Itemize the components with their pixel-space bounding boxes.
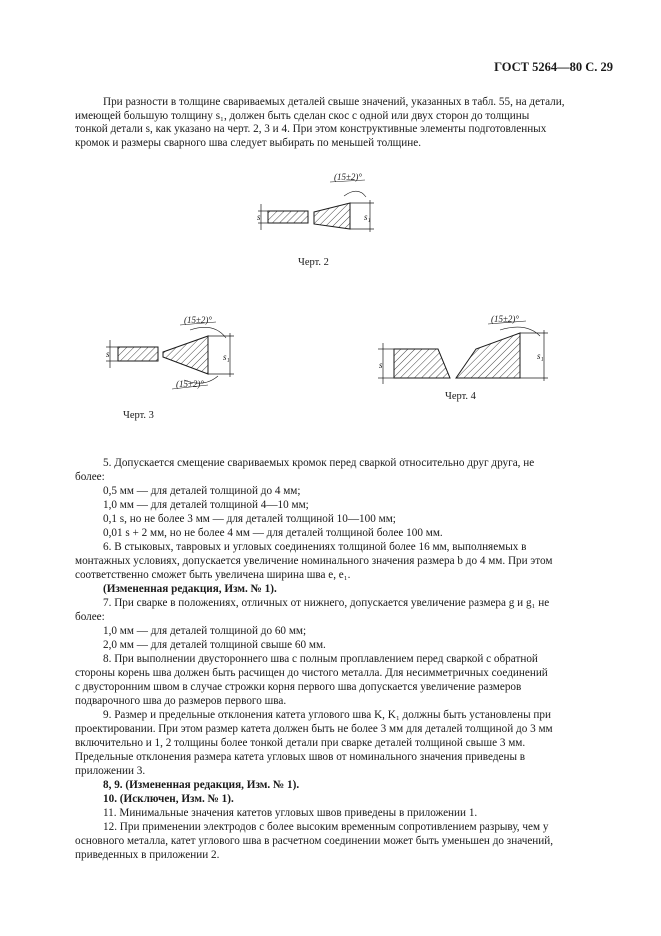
s1-label: s₁: [223, 352, 230, 362]
excluded-note: 10. (Исключен, Изм. № 1).: [103, 793, 234, 805]
item-5-line: 1,0 мм — для деталей толщиной 4—10 мм;: [103, 499, 309, 511]
amendment-note: (Измененная редакция, Изм. № 1).: [103, 583, 277, 595]
item-8-line: 8. При выполнении двустороннего шва с полным проплавлением перед сваркой с обратной: [103, 653, 538, 665]
thin-plate: [118, 347, 158, 361]
item-8-line: с двусторонним швом в случае строжки корня первого шва допускается увеличение размеров: [75, 681, 522, 693]
item-9-line: 9. Размер и предельные отклонения катета углового шва K, K₁ должны быть установлены при: [103, 709, 551, 721]
s-label: s: [106, 349, 110, 359]
fig4-caption: Черт. 4: [445, 391, 476, 402]
item-7-line: 7. При сварке в положениях, отличных от нижнего, допускается увеличение размера g и g₁ не: [103, 597, 550, 609]
intro-line: При разности в толщине свариваемых деталей свыше значений, указанных в табл. 55, на детали,: [103, 96, 565, 108]
bevel-label-top: (15±2)°: [184, 315, 213, 325]
fig3-caption: Черт. 3: [123, 410, 154, 421]
item-5-line: 5. Допускается смещение свариваемых кромок перед сваркой относительно друг друга, не: [103, 457, 535, 469]
figure-4: [378, 314, 548, 384]
item-12-line: приведенных в приложении 2.: [75, 849, 220, 861]
item-12-line: основного металла, катет углового шва в расчетном соединении может быть уменьшен до значений,: [75, 835, 554, 847]
item-6-line: 6. В стыковых, тавровых и угловых соединениях толщиной более 16 мм, выполняемых в: [103, 541, 527, 553]
s1-label: s₁: [537, 351, 544, 361]
figure-3: [106, 315, 234, 389]
intro-line: кромок и размеры сварного шва следует выбирать по меньшей толщине.: [75, 136, 422, 149]
item-6-line: соответственно сможет быть увеличена ширина шва e, e₁.: [75, 569, 351, 581]
item-9-line: Предельные отклонения размера катета угловых швов от номинального значения приведены в: [75, 751, 526, 763]
fig2-caption: Черт. 2: [298, 257, 329, 268]
item-7-line: 2,0 мм — для деталей толщиной свыше 60 мм.: [103, 639, 326, 651]
figure-2: [257, 172, 374, 232]
item-7-line: более:: [75, 611, 105, 623]
s-label: s: [257, 212, 261, 222]
item-7-line: 1,0 мм — для деталей толщиной до 60 мм;: [103, 625, 307, 637]
thin-plate: [268, 211, 308, 223]
bevel-label-bottom: (15±2)°: [176, 379, 205, 389]
item-11-line: 11. Минимальные значения катетов угловых швов приведены в приложении 1.: [103, 807, 478, 819]
amendment-note: 8, 9. (Измененная редакция, Изм. № 1).: [103, 779, 300, 791]
item-12-line: 12. При применении электродов с более высоким временным сопротивлением разрыву, чем у: [103, 821, 549, 833]
item-5-line: 0,5 мм — для деталей толщиной до 4 мм;: [103, 485, 301, 497]
item-9-line: включительно и 1, 2 толщины более тонкой детали при сварке деталей толщиной свыше 3 мм.: [75, 737, 526, 749]
s1-label: s₁: [364, 212, 371, 222]
item-6-line: монтажных условиях, допускается увеличение номинального значения размера b до 4 мм. При этом: [75, 555, 553, 567]
intro-line: имеющей большую толщину s₁, должен быть сделан скос с одной или двух сторон до толщины: [75, 109, 530, 122]
item-8-line: подварочного шва до размеров первого шва.: [75, 695, 287, 707]
thick-plate: [163, 336, 208, 374]
item-5-line: 0,1 s, но не более 3 мм — для деталей толщиной 10—100 мм;: [103, 513, 396, 525]
s-label: s: [379, 360, 383, 370]
item-5-line: 0,01 s + 2 мм, но не более 4 мм — для деталей толщиной более 100 мм.: [103, 527, 443, 539]
item-5-line: более:: [75, 471, 105, 483]
bevel-label: (15±2)°: [334, 172, 363, 182]
item-8-line: стороны корень шва должен быть расчищен до чистого металла. Для несимметричных соединений: [75, 667, 548, 679]
item-9-line: приложении 3.: [75, 765, 146, 777]
page-header: ГОСТ 5264—80 С. 29: [494, 60, 613, 74]
item-9-line: проектировании. При этом размер катета должен быть не более 3 мм для деталей толщиной до 3 мм: [75, 723, 553, 735]
thin-plate: [394, 349, 450, 378]
thick-plate: [456, 333, 520, 378]
thick-plate: [314, 203, 350, 229]
intro-line: тонкой детали s, как указано на черт. 2, 3 и 4. При этом конструктивные элементы подготовленных: [75, 123, 547, 136]
bevel-label: (15±2)°: [491, 314, 520, 324]
